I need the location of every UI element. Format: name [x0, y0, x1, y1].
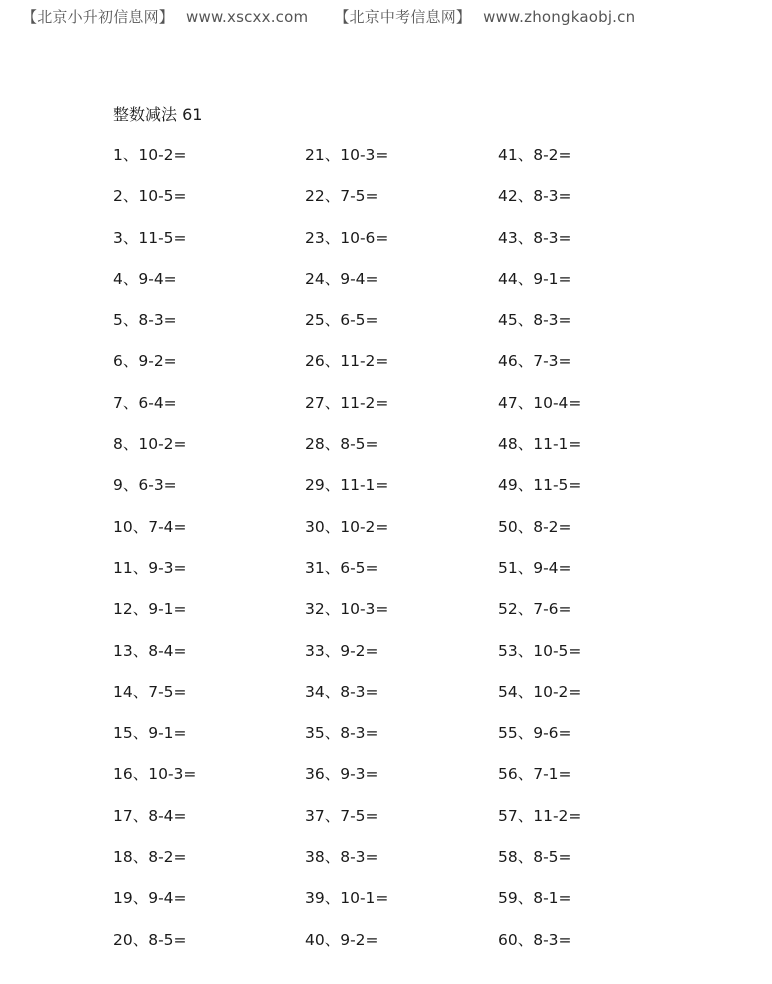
problem-item: 9、6-3=: [113, 476, 177, 495]
problem-item: 20、8-5=: [113, 930, 187, 949]
problem-item: 19、9-4=: [113, 889, 187, 908]
problem-item: 54、10-2=: [498, 682, 582, 701]
page-header: [22, 6, 635, 27]
problem-item: 18、8-2=: [113, 848, 187, 867]
site1-name: 【北京小升初信息网】: [22, 8, 175, 26]
problem-item: 57、11-2=: [498, 806, 582, 825]
problem-item: 13、8-4=: [113, 641, 187, 660]
problem-item: 23、10-6=: [305, 228, 389, 247]
problem-item: 15、9-1=: [113, 724, 187, 743]
problem-item: 12、9-1=: [113, 600, 187, 619]
problem-item: 31、6-5=: [305, 558, 379, 577]
problem-item: 43、8-3=: [498, 228, 572, 247]
problem-item: 7、6-4=: [113, 393, 177, 412]
problem-item: 59、8-1=: [498, 889, 572, 908]
problem-item: 25、6-5=: [305, 311, 379, 330]
problem-item: 60、8-3=: [498, 930, 572, 949]
problem-item: 56、7-1=: [498, 765, 572, 784]
problem-item: 49、11-5=: [498, 476, 582, 495]
problem-item: 16、10-3=: [113, 765, 197, 784]
problem-item: 30、10-2=: [305, 517, 389, 536]
problem-item: 24、9-4=: [305, 269, 379, 288]
problem-item: 50、8-2=: [498, 517, 572, 536]
problem-item: 47、10-4=: [498, 393, 582, 412]
problem-item: 53、10-5=: [498, 641, 582, 660]
problem-item: 17、8-4=: [113, 806, 187, 825]
problem-item: 22、7-5=: [305, 187, 379, 206]
problem-item: 40、9-2=: [305, 930, 379, 949]
problem-item: 10、7-4=: [113, 517, 187, 536]
problem-item: 44、9-1=: [498, 269, 572, 288]
problem-item: 37、7-5=: [305, 806, 379, 825]
problem-item: 34、8-3=: [305, 682, 379, 701]
problem-item: 33、9-2=: [305, 641, 379, 660]
site2-name: 【北京中考信息网】: [334, 8, 472, 26]
problem-item: 8、10-2=: [113, 435, 187, 454]
problem-item: 46、7-3=: [498, 352, 572, 371]
problem-item: 6、9-2=: [113, 352, 177, 371]
problem-item: 14、7-5=: [113, 682, 187, 701]
problem-item: 55、9-6=: [498, 724, 572, 743]
problem-column-1: [113, 145, 196, 971]
problem-item: 58、8-5=: [498, 848, 572, 867]
problem-item: 3、11-5=: [113, 228, 187, 247]
problem-item: 2、10-5=: [113, 187, 187, 206]
problem-item: 51、9-4=: [498, 558, 572, 577]
problem-item: 21、10-3=: [305, 146, 389, 164]
problem-item: 38、8-3=: [305, 848, 379, 867]
problem-item: 48、11-1=: [498, 435, 582, 454]
problem-item: 27、11-2=: [305, 393, 389, 412]
problem-item: 36、9-3=: [305, 765, 379, 784]
problem-item: 32、10-3=: [305, 600, 389, 619]
problem-item: 52、7-6=: [498, 600, 572, 619]
problem-item: 26、11-2=: [305, 352, 389, 371]
problem-item: 42、8-3=: [498, 187, 572, 206]
problem-item: 1、10-2=: [113, 146, 187, 164]
problem-item: 28、8-5=: [305, 435, 379, 454]
problem-column-3: [498, 145, 581, 971]
problem-item: 4、9-4=: [113, 269, 177, 288]
site1-url-link[interactable]: www.xscxx.com: [186, 8, 309, 26]
problem-column-2: [305, 145, 388, 971]
problem-item: 39、10-1=: [305, 889, 389, 908]
problem-item: 45、8-3=: [498, 311, 572, 330]
worksheet-title: 整数减法 61: [113, 105, 203, 124]
problem-item: 11、9-3=: [113, 558, 187, 577]
problem-item: 5、8-3=: [113, 311, 177, 330]
problem-item: 35、8-3=: [305, 724, 379, 743]
problem-item: 41、8-2=: [498, 146, 572, 164]
problem-item: 29、11-1=: [305, 476, 389, 495]
site2-url-link[interactable]: www.zhongkaobj.cn: [483, 8, 636, 26]
